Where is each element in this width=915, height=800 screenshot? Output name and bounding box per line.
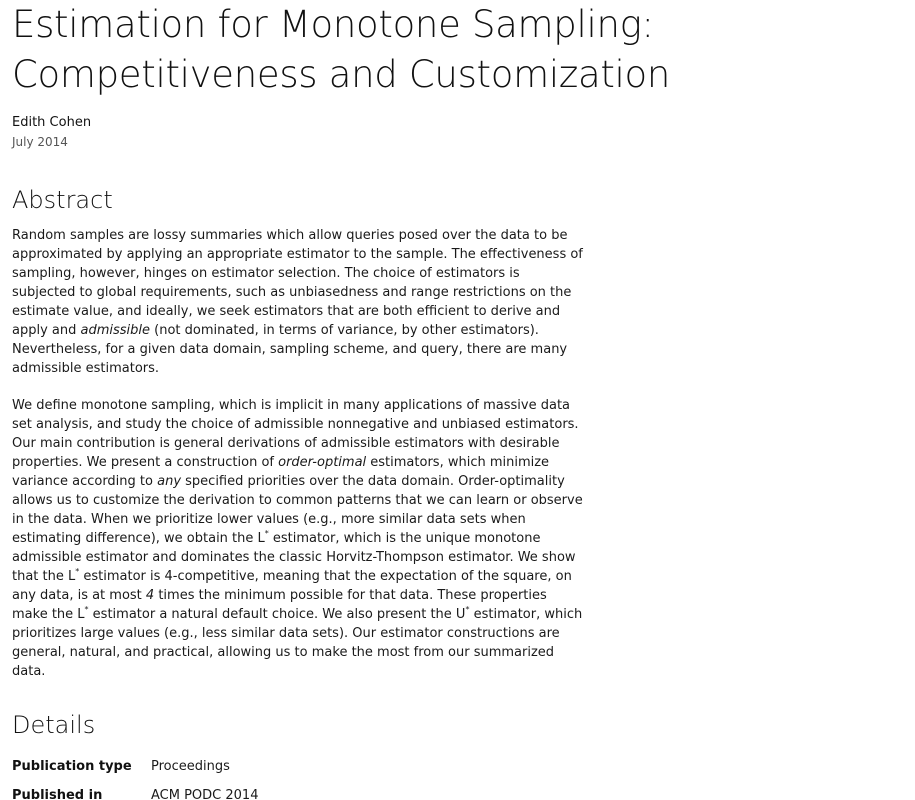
abstract-heading: Abstract <box>12 186 113 214</box>
author-name[interactable]: Edith Cohen <box>12 115 92 130</box>
publication-date: July 2014 <box>12 135 68 149</box>
abstract-paragraph-2: We define monotone sampling, which is implicit in many applications of massive data set analysis, and study the choice of admissible nonnegative and unbiased estimators. Our main contribution is general derivations of admissible estimators with desirable properties. We present a construction of order-optimal estimators, which minimize variance according to any specified priorities over the data domain. Order-optimality allows us to customize the derivation to common patterns that we can learn or observe in the data. When we prioritize lower values (e.g., more similar data sets when estimating difference), we obtain the L* estimator, which is the unique monotone admissible estimator and dominates the classic Horvitz-Thompson estimator. We show that the L* estimator is 4-competitive, meaning that the expectation of the square, on any data, is at most 4 times the minimum possible for that data. These properties make the L* estimator a natural default choice. We also present the U* estimator, which prioritizes large values (e.g., less similar data sets). Our estimator constructions are general, natural, and practical, allowing us to make the most from our summarized data. <box>12 398 583 679</box>
detail-value: Proceedings <box>151 759 230 774</box>
abstract-paragraph-1: Random samples are lossy summaries which allow queries posed over the data to be approximated by applying an appropriate estimator to the sample. The effectiveness of sampling, however, hinges on estimator selection. The choice of estimators is subjected to global requirements, such as unbiasedness and range restrictions on the estimate value, and ideally, we seek estimators that are both efficient to derive and apply and admissible (not dominated, in terms of variance, by other estimators). Nevertheless, for a given data domain, sampling scheme, and query, there are many admissible estimators. <box>12 228 583 376</box>
details-heading: Details <box>12 711 96 739</box>
detail-row-published-in <box>12 786 258 800</box>
detail-value[interactable]: ACM PODC 2014 <box>151 788 259 800</box>
page-title: Estimation for Monotone Sampling: Competitiveness and Customization <box>12 3 670 96</box>
details-list <box>12 757 258 800</box>
detail-label: Publication type <box>12 759 132 774</box>
detail-row-publication-type <box>12 757 258 786</box>
abstract-body <box>12 226 586 699</box>
detail-label: Published in <box>12 788 103 800</box>
